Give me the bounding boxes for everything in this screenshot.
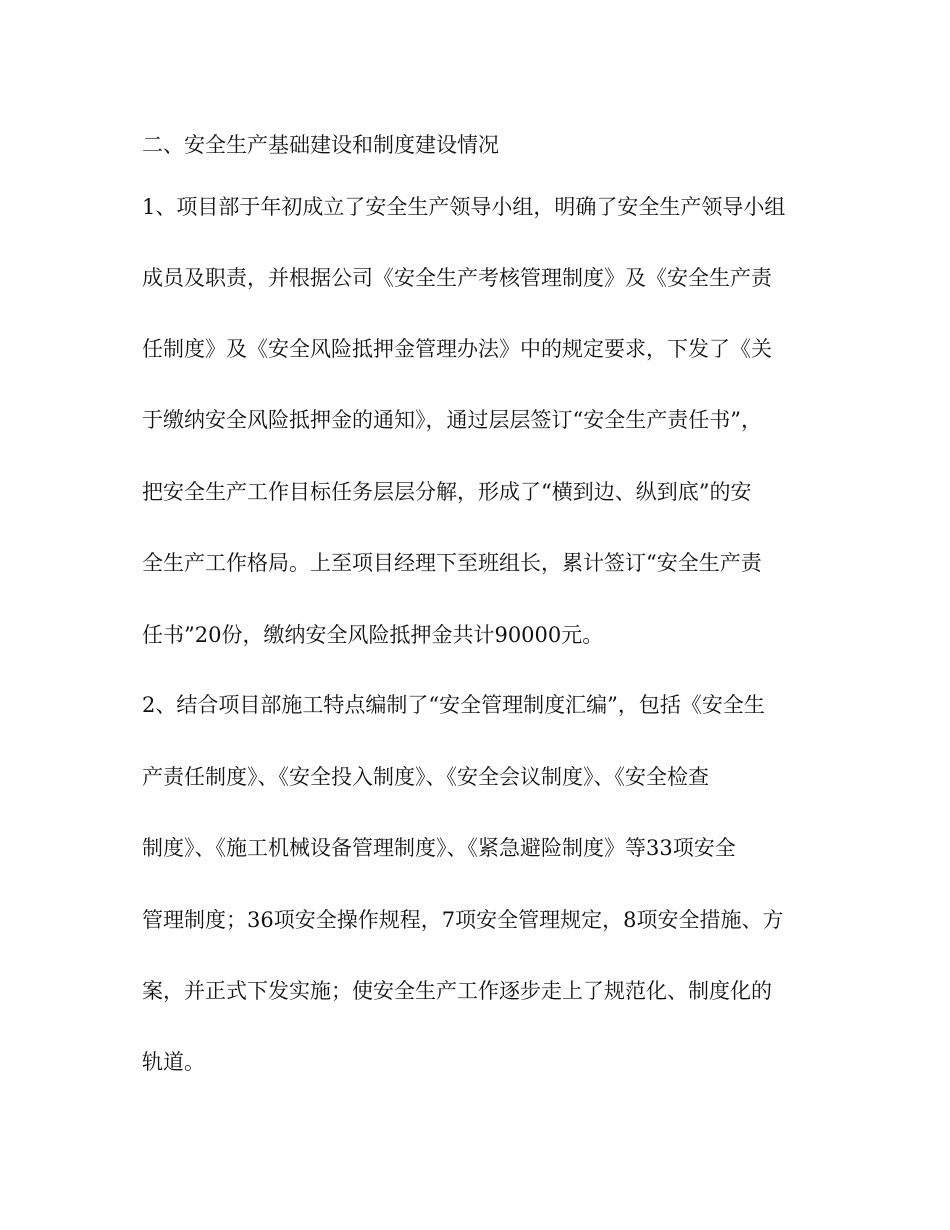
paragraph-2-line: 制度》、《施工机械设备管理制度》、《紧急避险制度》等33项安全 (142, 836, 736, 860)
paragraph-2-line: 轨道。 (142, 1050, 205, 1074)
paragraph-1-line: 于缴纳安全风险抵押金的通知》，通过层层签订“安全生产责任书”， (142, 408, 762, 432)
paragraph-1-line: 全生产工作格局。上至项目经理下至班组长，累计签订“安全生产责 (142, 551, 762, 575)
paragraph-1-line: 成员及职责，并根据公司《安全生产考核管理制度》及《安全生产责 (142, 266, 772, 290)
paragraph-1-line: 任书”20份，缴纳安全风险抵押金共计90000元。 (142, 623, 604, 647)
paragraph-2-line: 产责任制度》、《安全投入制度》、《安全会议制度》、《安全检查 (142, 765, 709, 789)
section-heading: 二、安全生产基础建设和制度建设情况 (142, 133, 499, 157)
paragraph-1-line: 任制度》及《安全风险抵押金管理办法》中的规定要求，下发了《关 (142, 337, 772, 361)
paragraph-1-line: 把安全生产工作目标任务层层分解，形成了“横到边、纵到底”的安 (142, 480, 752, 504)
paragraph-1-line: 1、项目部于年初成立了安全生产领导小组，明确了安全生产领导小组 (142, 195, 786, 219)
paragraph-2-line: 案，并正式下发实施；使安全生产工作逐步走上了规范化、制度化的 (142, 979, 772, 1003)
paragraph-2-line: 管理制度；36项安全操作规程，7项安全管理规定，8项安全措施、方 (142, 908, 784, 932)
paragraph-2-line: 2、结合项目部施工特点编制了“安全管理制度汇编”，包括《安全生 (142, 693, 765, 717)
